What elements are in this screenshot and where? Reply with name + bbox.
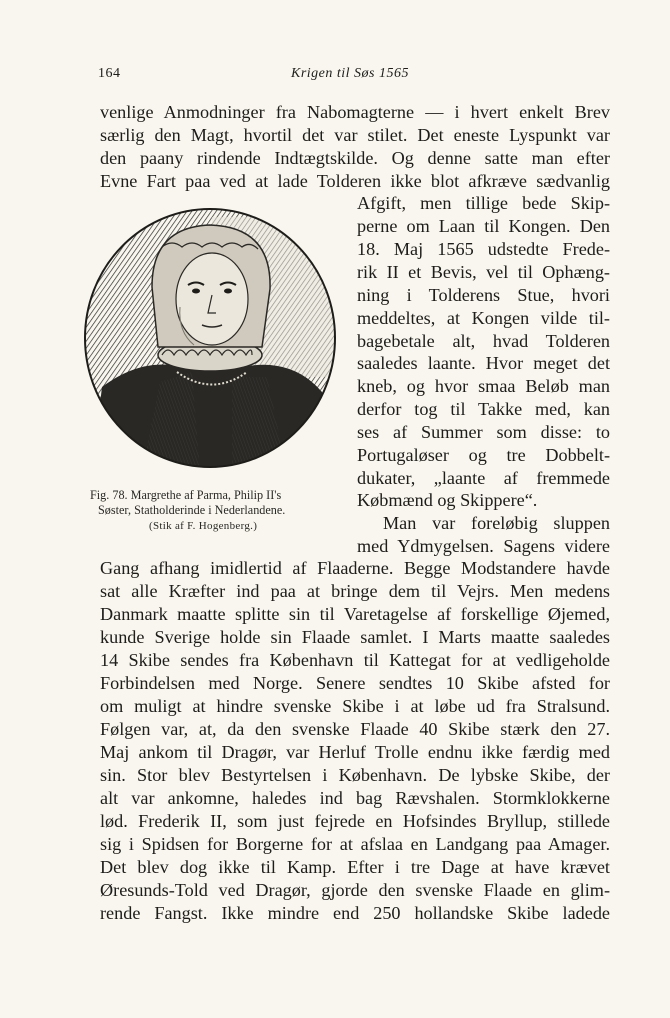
text-line: Følgen var, at, da den svenske Flaade 40 Skibe stærk den 27. bbox=[100, 719, 610, 739]
text-line: 18. Maj 1565 udstedte Frede- bbox=[357, 239, 610, 259]
figure-caption: Fig. 78. Margrethe af Parma, Philip II's bbox=[90, 488, 282, 502]
figure-caption: Søster, Statholderinde i Nederlandene. bbox=[98, 503, 286, 517]
text-line: Portugaløser og tre Dobbelt- bbox=[357, 445, 610, 465]
text-line: alt var ankomne, haledes ind bag Rævshalen. Stormklokkerne bbox=[100, 788, 610, 808]
text-line: Man var foreløbig sluppen bbox=[383, 513, 610, 533]
text-line: sat alle Kræfter ind paa at bringe dem til Vejrs. Men medens bbox=[100, 581, 610, 601]
text-line: sig i Spidsen for Borgerne for at afslaa en Landgang paa Amager. bbox=[100, 834, 610, 854]
text-line: derfor tog til Takke med, kan bbox=[357, 399, 610, 419]
text-line: meddeltes, at Kongen vilde til- bbox=[357, 308, 610, 328]
text-line: rende Fangst. Ikke mindre end 250 hollandske Skibe ladede bbox=[100, 903, 610, 923]
text-line: Gang afhang imidlertid af Flaaderne. Begge Modstandere havde bbox=[100, 558, 610, 578]
portrait-engraving bbox=[82, 207, 339, 471]
text-line: kneb, og hvor smaa Beløb man bbox=[357, 376, 610, 396]
text-line: dukater, „laante af fremmede bbox=[357, 468, 610, 488]
text-line: Købmænd og Skippere“. bbox=[357, 490, 538, 510]
text-line: Øresunds-Told ved Dragør, gjorde den svenske Flaade en glim- bbox=[100, 880, 610, 900]
text-line: Maj ankom til Dragør, var Herluf Trolle endnu ikke færdig med bbox=[100, 742, 610, 762]
text-line: ses af Summer som disse: to bbox=[357, 422, 610, 442]
page-number: 164 bbox=[98, 66, 121, 81]
text-line: Danmark maatte splitte sin til Varetagelse af forskellige Øjemed, bbox=[100, 604, 610, 624]
text-line: Det blev dog ikke til Kamp. Efter i tre Dage at have krævet bbox=[100, 857, 610, 877]
text-line: sin. Stor blev Bestyrtelsen i København. De lybske Skibe, der bbox=[100, 765, 610, 785]
text-line: ning i Tolderens Stue, hvori bbox=[357, 285, 610, 305]
text-line: med Ydmygelsen. Sagens videre bbox=[357, 536, 610, 556]
text-line: Forbindelsen med Norge. Senere sendtes 10 Skibe afsted for bbox=[100, 673, 610, 693]
text-line: lød. Frederik II, som just fejrede en Hofsindes Bryllup, stillede bbox=[100, 811, 610, 831]
text-line: bagebetale alt, hvad Tolderen bbox=[357, 331, 610, 351]
text-line: den paany rindende Indtægtskilde. Og denne satte man efter bbox=[100, 148, 610, 168]
text-line: venlige Anmodninger fra Nabomagterne — i hvert enkelt Brev bbox=[100, 102, 610, 122]
text-line: om muligt at hindre svenske Skibe i at løbe ud fra Stralsund. bbox=[100, 696, 610, 716]
text-line: Evne Fart paa ved at lade Tolderen ikke blot afkræve sædvanlig bbox=[100, 171, 610, 191]
text-line: Afgift, men tillige bede Skip- bbox=[357, 193, 610, 213]
text-line: særlig den Magt, hvortil det var stilet. Det eneste Lyspunkt var bbox=[100, 125, 610, 145]
text-line: perne om Laan til Kongen. Den bbox=[357, 216, 610, 236]
text-line: 14 Skibe sendes fra København til Kattegat for at vedligeholde bbox=[100, 650, 610, 670]
text-line: kunde Sverige holde sin Flaade samlet. I Marts maatte saaledes bbox=[100, 627, 610, 647]
text-line: rik II et Bevis, vel til Ophæng- bbox=[357, 262, 610, 282]
running-title: Krigen til Søs 1565 bbox=[290, 66, 409, 81]
figure-credit: (Stik af F. Hogenberg.) bbox=[149, 520, 258, 532]
text-line: saaledes laante. Hvor meget det bbox=[357, 353, 610, 373]
